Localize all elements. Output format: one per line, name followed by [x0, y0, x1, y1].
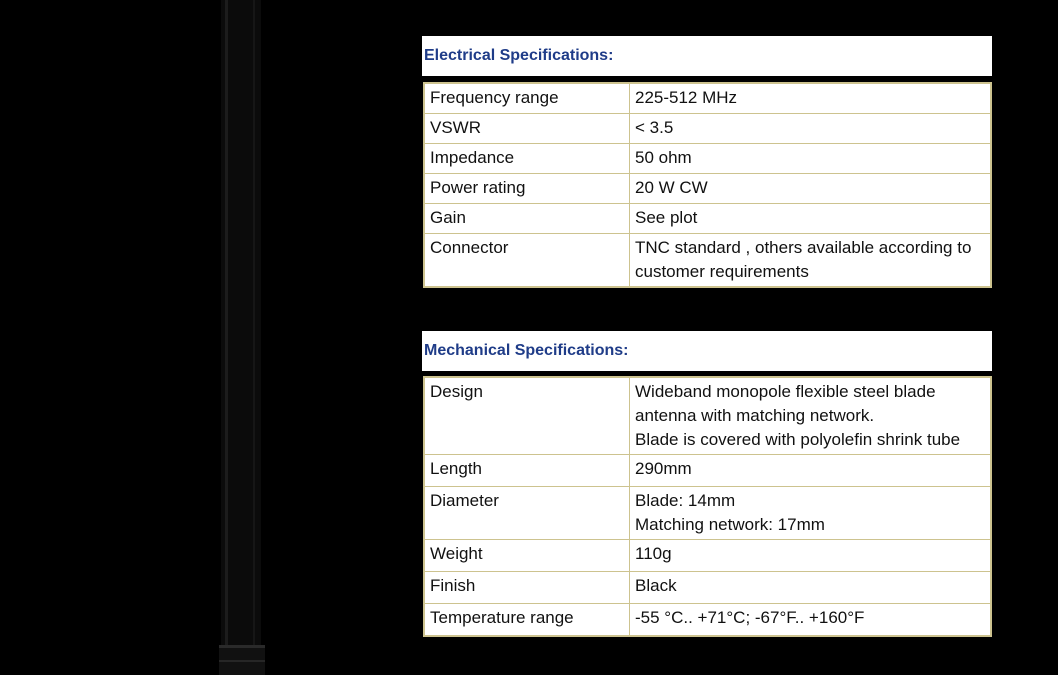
spec-value-line: Black — [635, 576, 677, 595]
spec-value: < 3.5 — [630, 113, 992, 143]
table-row — [424, 572, 991, 604]
spec-value-line: 110g — [635, 544, 672, 563]
table-row — [424, 143, 991, 173]
spec-value-line: -55 °C.. +71°C; -67°F.. +160°F — [635, 608, 865, 627]
spec-label: Gain — [424, 203, 630, 233]
spec-value-line: Blade: 14mm — [635, 491, 736, 510]
spec-value: 20 W CW — [630, 173, 992, 203]
spec-value-line: Matching network: 17mm — [635, 515, 825, 534]
spec-value — [630, 487, 992, 540]
spec-label: Temperature range — [424, 604, 630, 636]
table-row — [424, 487, 991, 540]
table-row — [424, 203, 991, 233]
spec-value-line: Blade is covered with polyolefin shrink tube — [635, 430, 961, 449]
electrical-specifications-title: Electrical Specifications: — [422, 36, 992, 76]
spec-label: Power rating — [424, 173, 630, 203]
spec-label: VSWR — [424, 113, 630, 143]
spec-label: Length — [424, 455, 630, 487]
spec-value: TNC standard , others available according to customer requirements — [630, 233, 992, 287]
spec-value-line: 290mm — [635, 459, 692, 478]
spec-value: 225-512 MHz — [630, 83, 992, 113]
mechanical-specifications-table — [423, 376, 992, 637]
spec-label: Design — [424, 377, 630, 455]
spec-value — [630, 377, 992, 455]
spec-value-line: antenna with matching network. — [635, 406, 875, 425]
table-row — [424, 233, 991, 287]
spec-value — [630, 572, 992, 604]
spec-value — [630, 540, 992, 572]
spec-value — [630, 604, 992, 636]
antenna-image — [219, 0, 265, 675]
spec-value — [630, 455, 992, 487]
spec-value-line: Wideband monopole flexible steel blade — [635, 382, 936, 401]
spec-value: See plot — [630, 203, 992, 233]
table-row — [424, 377, 991, 455]
electrical-specifications-table — [423, 82, 992, 288]
spec-label: Impedance — [424, 143, 630, 173]
spec-label: Diameter — [424, 487, 630, 540]
table-row — [424, 83, 991, 113]
table-row — [424, 113, 991, 143]
table-row — [424, 173, 991, 203]
table-row — [424, 455, 991, 487]
table-row — [424, 540, 991, 572]
spec-label: Finish — [424, 572, 630, 604]
spec-label: Weight — [424, 540, 630, 572]
spec-label: Frequency range — [424, 83, 630, 113]
table-row — [424, 604, 991, 636]
mechanical-specifications-title: Mechanical Specifications: — [422, 331, 992, 371]
spec-value: 50 ohm — [630, 143, 992, 173]
spec-label: Connector — [424, 233, 630, 287]
